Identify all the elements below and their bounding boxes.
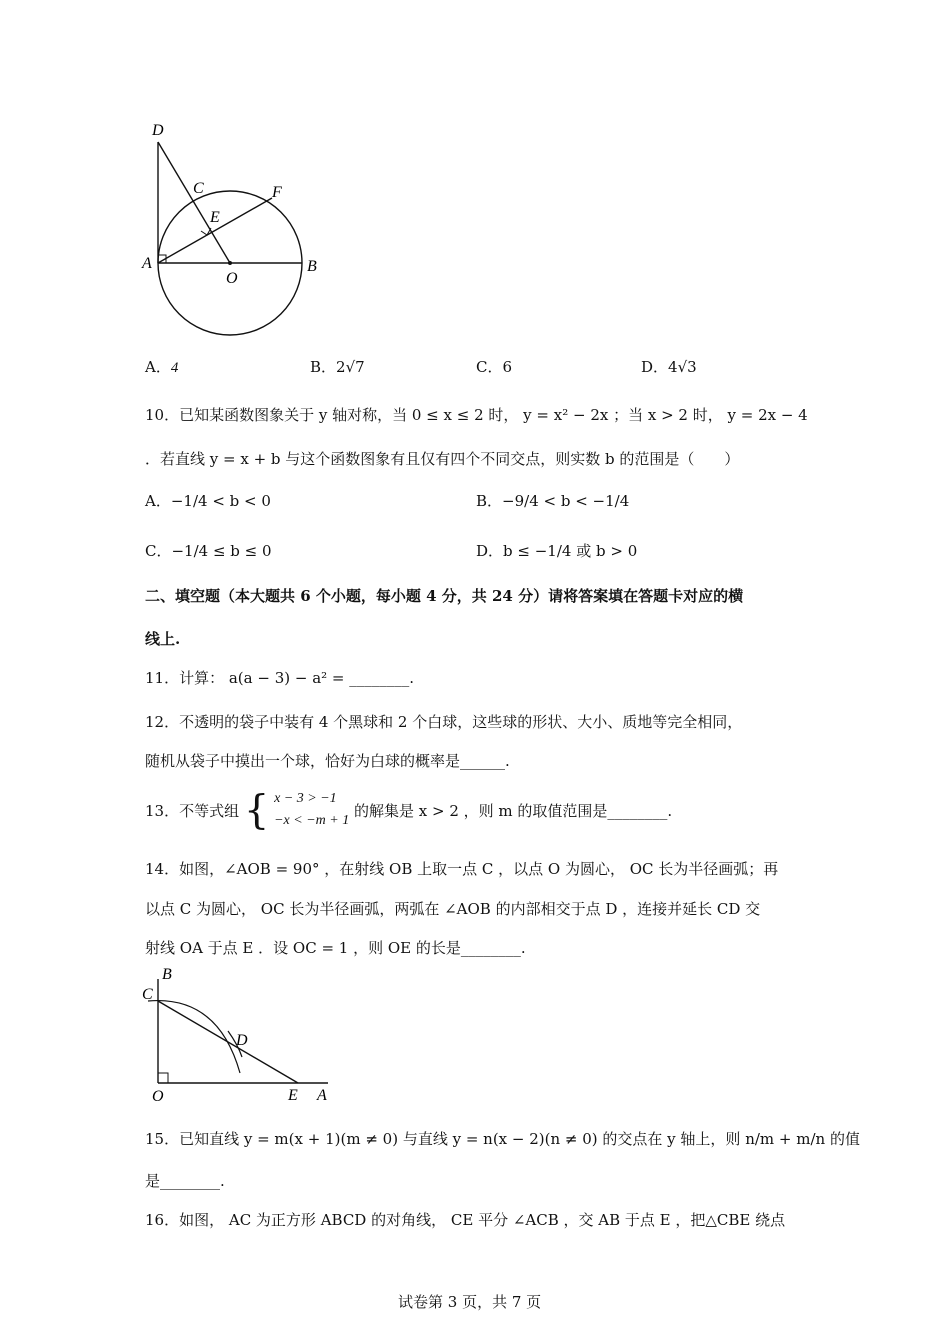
label-f: F bbox=[272, 184, 282, 201]
q14-geometry-figure bbox=[138, 965, 338, 1105]
q13-text bbox=[145, 788, 672, 833]
q12-line-1: 12．不透明的袋子中装有 4 个黑球和 2 个白球，这些球的形状、大小、质地等完全相同， bbox=[145, 713, 743, 731]
option-letter: D． bbox=[476, 542, 504, 560]
label-a: A bbox=[142, 255, 152, 272]
q9-option-b[interactable] bbox=[310, 356, 365, 377]
q10-line-2: ．若直线 y = x + b 与这个函数图象有且仅有四个不同交点，则实数 b 的范围是（ ） bbox=[145, 450, 740, 468]
q10-option-c[interactable] bbox=[145, 540, 272, 561]
q10-option-b[interactable] bbox=[476, 490, 629, 511]
q9-geometry-figure bbox=[130, 110, 340, 360]
q12-line-2: 随机从袋子中摸出一个球，恰好为白球的概率是______. bbox=[145, 752, 510, 770]
q15-line-2: 是________. bbox=[145, 1172, 225, 1190]
option-value: 2√7 bbox=[336, 358, 365, 376]
q9-option-a[interactable] bbox=[145, 356, 178, 377]
q9-option-d[interactable] bbox=[641, 356, 697, 377]
q15-line-1: 15．已知直线 y = m(x + 1)(m ≠ 0) 与直线 y = n(x − 2)(n ≠ 0) 的交点在 y 轴上，则 n/m + m/n 的值 bbox=[145, 1130, 860, 1148]
segment-do bbox=[158, 142, 230, 263]
q16-text: 16．如图， AC 为正方形 ABCD 的对角线， CE 平分 ∠ACB ，交 AB 于点 E ，把△CBE 绕点 bbox=[145, 1211, 786, 1229]
page-footer: 试卷第 3 页，共 7 页 bbox=[398, 1293, 542, 1311]
q14-line-2: 以点 C 为圆心， OC 长为半径画弧，两弧在 ∠AOB 的内部相交于点 D ，连接并延长 CD 交 bbox=[145, 900, 761, 918]
inequality-2: −x < −m + 1 bbox=[274, 813, 350, 829]
q13-suffix: 的解集是 x > 2 ，则 m 的取值范围是________. bbox=[354, 801, 673, 820]
brace-icon: { bbox=[243, 787, 270, 834]
option-letter: C． bbox=[476, 358, 503, 376]
option-value: −1/4 < b < 0 bbox=[170, 492, 271, 510]
option-value: 4√3 bbox=[668, 358, 697, 376]
right-angle-o bbox=[158, 1073, 168, 1083]
option-letter: B． bbox=[310, 358, 337, 376]
label-b: B bbox=[307, 258, 317, 275]
option-letter: A． bbox=[145, 492, 171, 510]
q10-option-d[interactable] bbox=[476, 540, 637, 561]
segment-af bbox=[158, 198, 272, 263]
arc-from-o bbox=[148, 1001, 240, 1073]
label-b: B bbox=[162, 966, 172, 983]
section-2-heading-line-1: 二、填空题（本大题共 6 个小题，每小题 4 分，共 24 分）请将答案填在答题卡对应的横 bbox=[145, 587, 744, 605]
q10-option-a[interactable] bbox=[145, 490, 271, 511]
inequality-system bbox=[274, 788, 349, 833]
inequality-1: x − 3 > −1 bbox=[274, 791, 337, 806]
q11-text: 11．计算： a(a − 3) − a² = ________. bbox=[145, 669, 415, 687]
label-c: C bbox=[142, 986, 153, 1003]
label-o: O bbox=[152, 1088, 164, 1105]
option-value: b ≤ −1/4 或 b > 0 bbox=[503, 542, 638, 560]
label-o: O bbox=[226, 270, 238, 287]
q14-line-3: 射线 OA 于点 E ．设 OC = 1 ，则 OE 的长是________. bbox=[145, 939, 526, 957]
label-c: C bbox=[193, 180, 204, 197]
point-o bbox=[228, 261, 232, 265]
option-value: 6 bbox=[502, 358, 513, 376]
q9-option-c[interactable] bbox=[476, 356, 512, 377]
option-letter: A． bbox=[145, 358, 171, 376]
label-d: D bbox=[152, 122, 164, 139]
label-e: E bbox=[210, 209, 220, 226]
label-d: D bbox=[236, 1032, 248, 1049]
option-value: 4 bbox=[170, 360, 179, 376]
option-letter: D． bbox=[641, 358, 669, 376]
option-letter: B． bbox=[476, 492, 503, 510]
option-value: −9/4 < b < −1/4 bbox=[502, 492, 630, 510]
label-a: A bbox=[317, 1087, 327, 1104]
option-value: −1/4 ≤ b ≤ 0 bbox=[171, 542, 272, 560]
q13-prefix: 13．不等式组 bbox=[145, 801, 240, 820]
q10-line-1: 10．已知某函数图象关于 y 轴对称，当 0 ≤ x ≤ 2 时， y = x² − 2x ；当 x > 2 时， y = 2x − 4 bbox=[145, 406, 808, 424]
label-e: E bbox=[288, 1087, 298, 1104]
section-2-heading-line-2: 线上. bbox=[145, 630, 181, 648]
q14-line-1: 14．如图，∠AOB = 90° ，在射线 OB 上取一点 C ，以点 O 为圆心， OC 长为半径画弧；再 bbox=[145, 860, 779, 878]
option-letter: C． bbox=[145, 542, 172, 560]
